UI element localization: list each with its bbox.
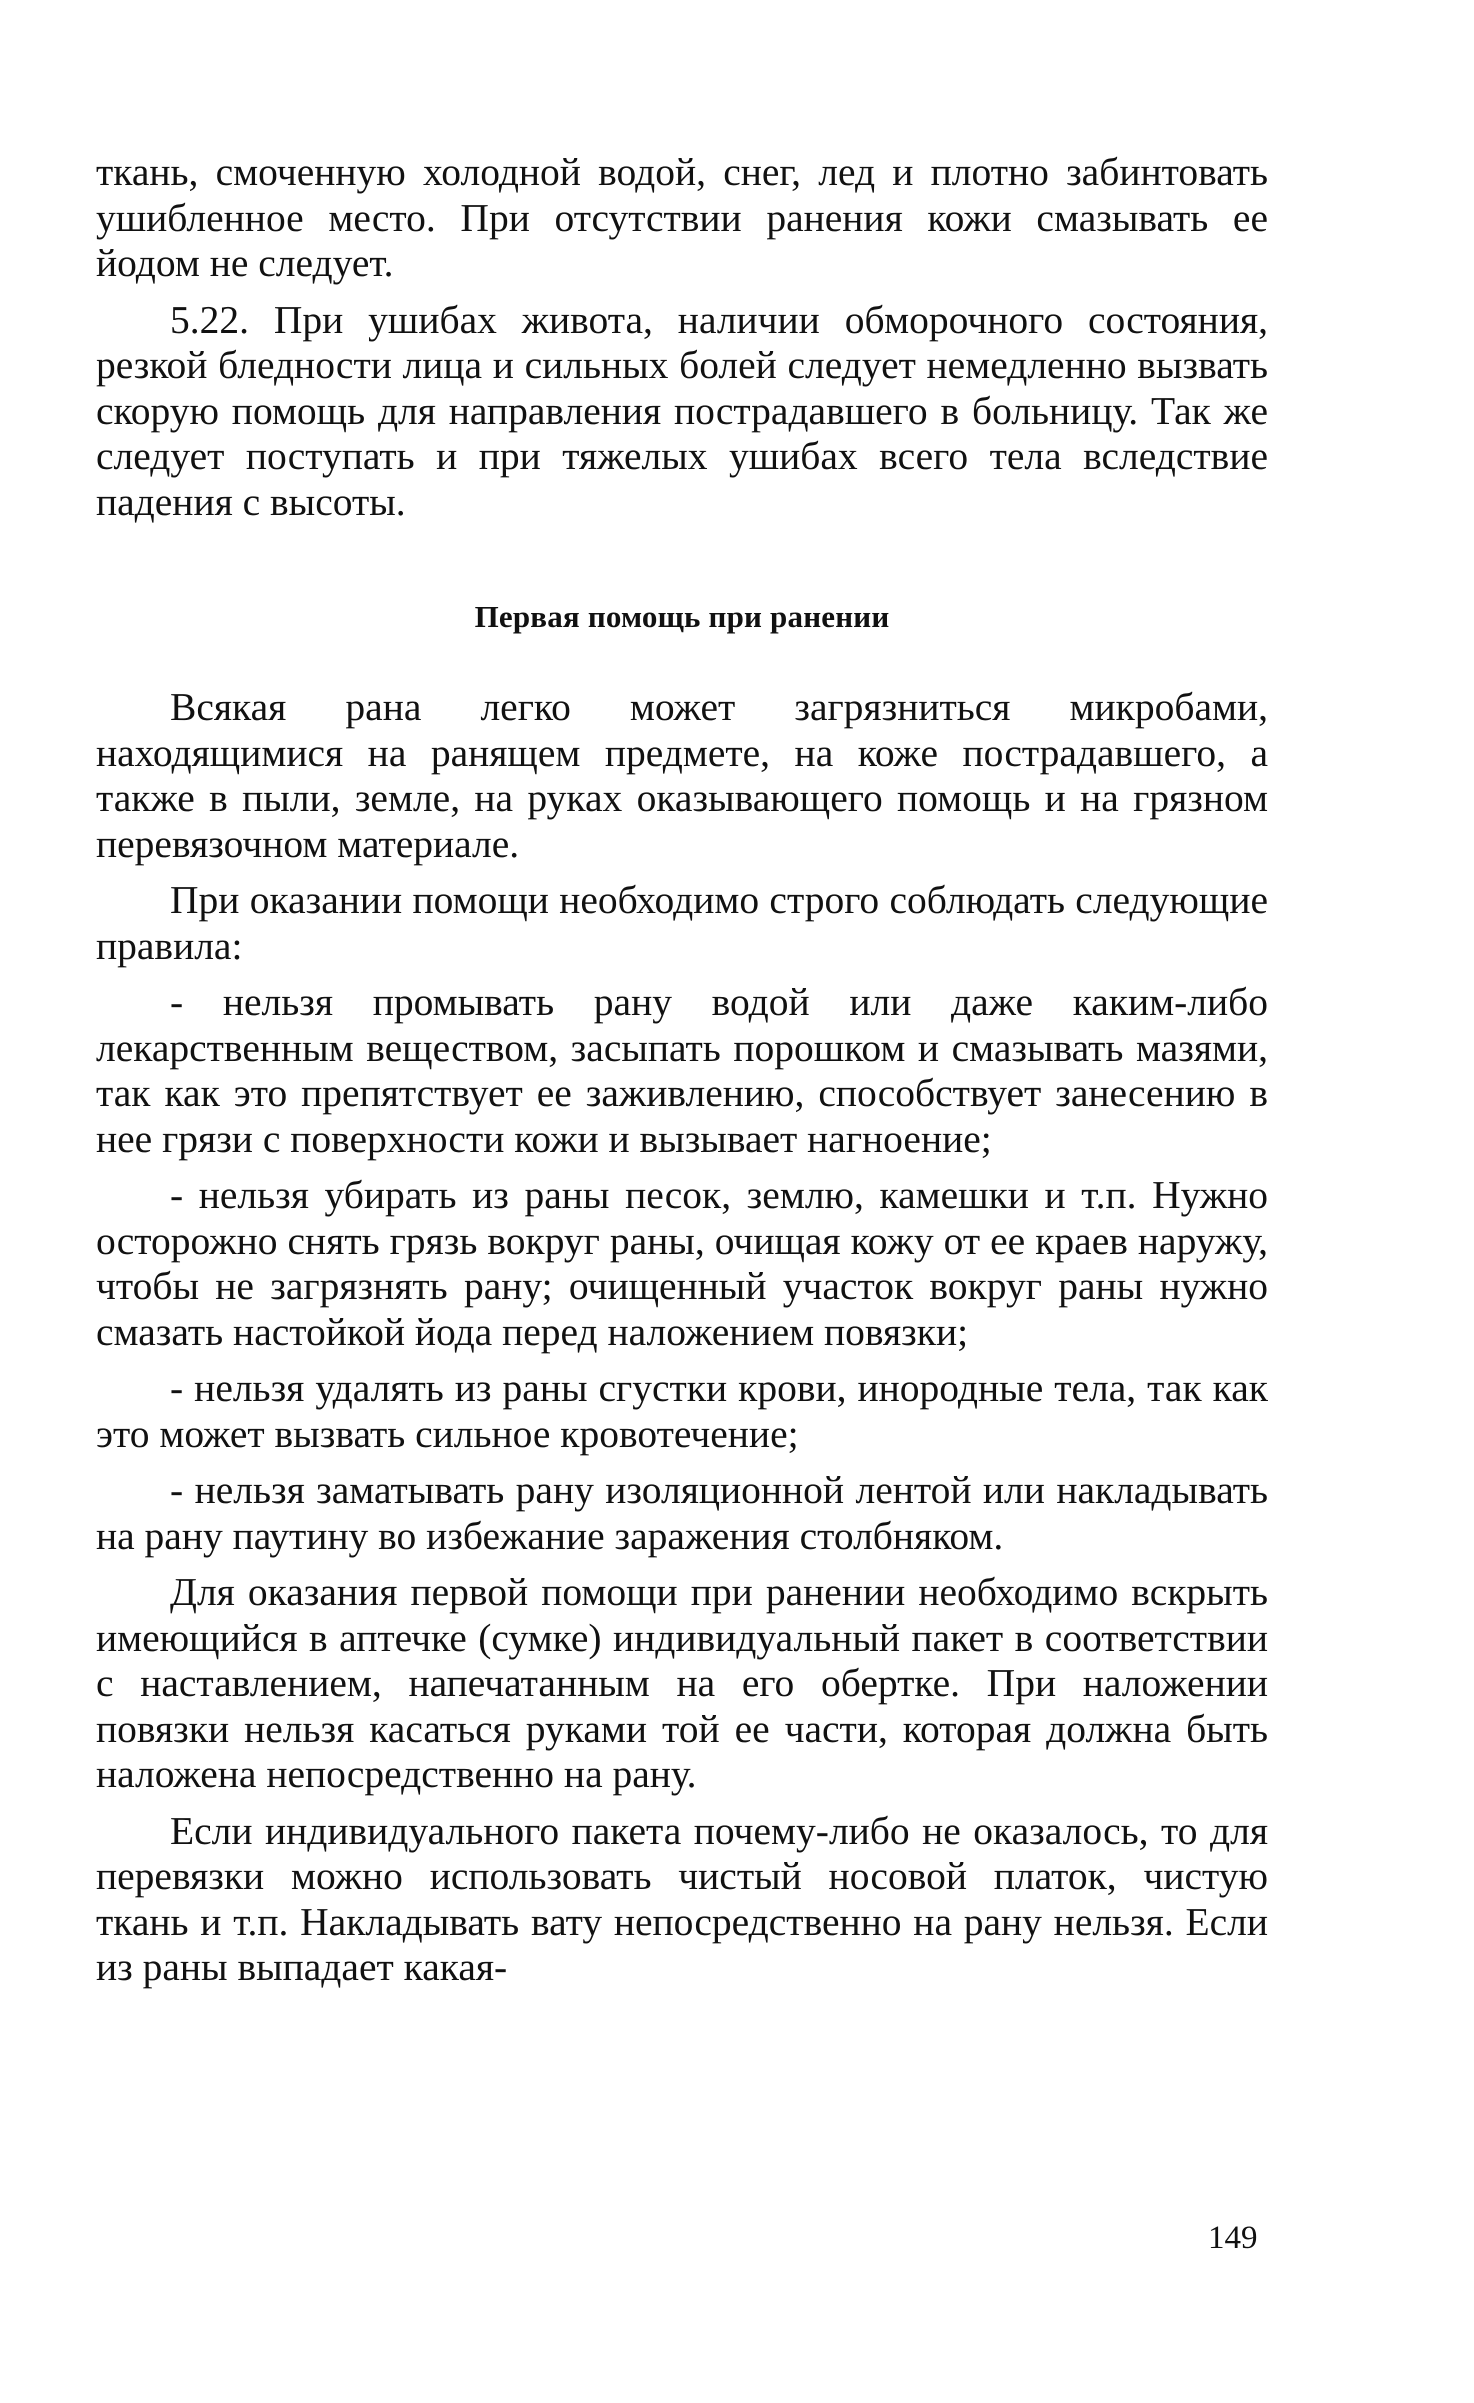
rule-item-no-removing-clots: - нельзя удалять из раны сгустки крови, инородные тела, так как это может вызвать сильное кровотечение;	[96, 1366, 1268, 1456]
paragraph-wound-contamination: Всякая рана легко может загрязниться микробами, находящимися на ранящем предмете, на коже пострадавшего, а также в пыли, земле, на руках оказывающего помощь и на грязном перевязочном материале.	[96, 685, 1268, 866]
paragraph-rules-intro: При оказании помощи необходимо строго соблюдать следующие правила:	[96, 878, 1268, 968]
paragraph-no-package: Если индивидуального пакета почему-либо не оказалось, то для перевязки можно использовать чистый носовой платок, чистую ткань и т.п. Накладывать вату непосредственно на рану нельзя. Если из раны выпадает какая-	[96, 1808, 1268, 1989]
paragraph-continuation: ткань, смоченную холодной водой, снег, лед и плотно забинтовать ушибленное место. При отсутствии ранения кожи смазывать ее йодом не следует.	[96, 150, 1268, 285]
section-heading: Первая помощь при ранении	[474, 599, 890, 634]
rule-item-no-washing: - нельзя промывать рану водой или даже каким-либо лекарственным веществом, засыпать порошком и смазывать мазями, так как это препятствует ее заживлению, способствует занесению в нее грязи с поверхности кожи и вызывает нагноение;	[96, 980, 1268, 1161]
paragraph-individual-package: Для оказания первой помощи при ранении необходимо вскрыть имеющийся в аптечке (сумке) индивидуальный пакет в соответствии с наставлением, напечатанным на его обертке. При наложении повязки нельзя касаться руками той ее части, которая должна быть наложена непосредственно на рану.	[96, 1570, 1268, 1796]
rule-item-no-removing-sand: - нельзя убирать из раны песок, землю, камешки и т.п. Нужно осторожно снять грязь вокруг раны, очищая кожу от ее краев наружу, чтобы не загрязнять рану; очищенный участок вокруг раны нужно смазать настойкой йода перед наложением повязки;	[96, 1173, 1268, 1354]
rule-item-no-tape: - нельзя заматывать рану изоляционной лентой или накладывать на рану паутину во избежание заражения столбняком.	[96, 1468, 1268, 1558]
document-page	[96, 150, 1268, 1991]
page-number: 149	[1208, 2220, 1258, 2256]
paragraph-5-22: 5.22. При ушибах живота, наличии обморочного состояния, резкой бледности лица и сильных болей следует немедленно вызвать скорую помощь для направления пострадавшего в больницу. Так же следует поступать и при тяжелых ушибах всего тела вследствие падения с высоты.	[96, 297, 1268, 524]
